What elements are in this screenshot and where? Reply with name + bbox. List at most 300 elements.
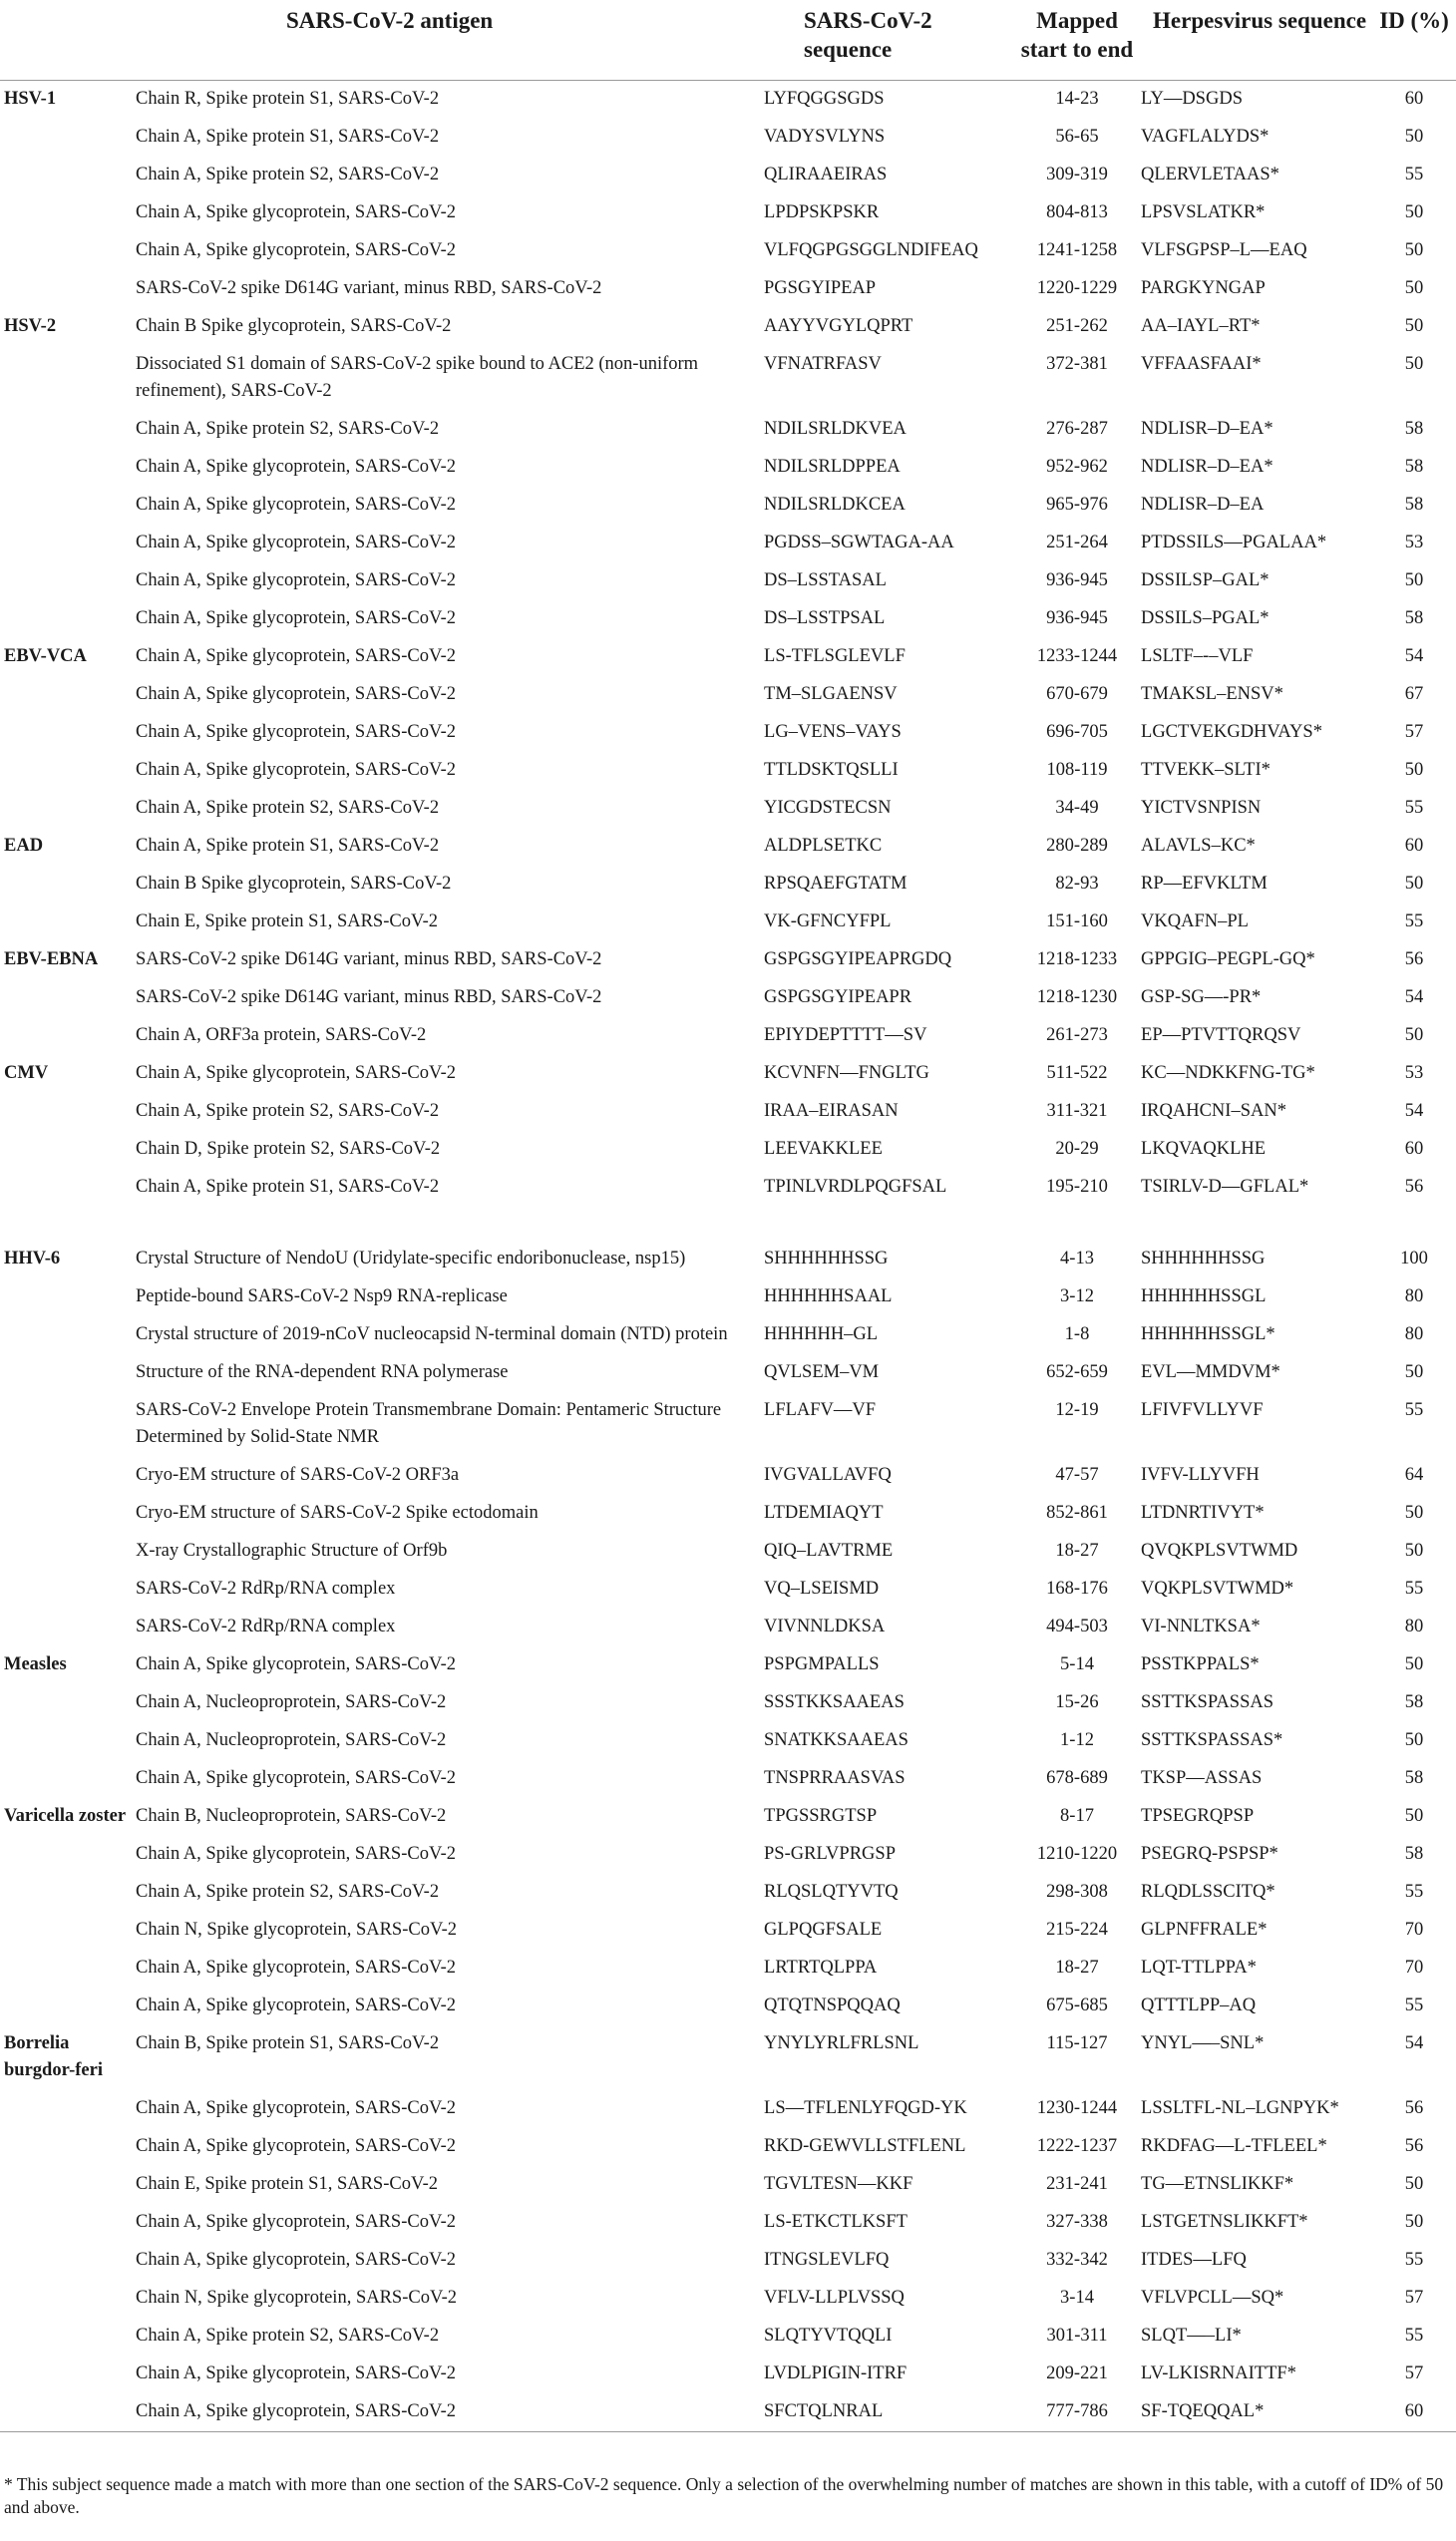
mapped-range-cell: 18-27: [1055, 1540, 1099, 1561]
sars-sequence-cell: LTDEMIAQYT: [764, 1502, 884, 1523]
identity-percent-cell: 50: [1404, 277, 1424, 298]
identity-percent-cell: 57: [1404, 2287, 1424, 2308]
antigen-cell: Chain A, Spike protein S1, SARS-CoV-2: [136, 835, 440, 856]
table-row: [0, 1316, 1456, 1354]
row-group-label: [0, 1950, 136, 1988]
mapped-range-cell: 20-29: [1055, 1138, 1099, 1159]
mapped-range-cell: 1230-1244: [1036, 2097, 1118, 2118]
herpesvirus-sequence-cell: HHHHHHSSGL: [1141, 1285, 1267, 1306]
identity-percent-cell: 80: [1404, 1285, 1424, 1306]
mapped-range-cell: 1-12: [1060, 1729, 1094, 1750]
mapped-range-cell: 82-93: [1055, 873, 1099, 894]
sars-sequence-cell: VADYSVLYNS: [764, 126, 886, 147]
antigen-cell: Chain A, Spike glycoprotein, SARS-CoV-2: [136, 2249, 457, 2270]
sars-sequence-cell: NDILSRLDKVEA: [764, 418, 907, 439]
row-group-label: [0, 1912, 136, 1950]
row-group-label: [0, 1278, 136, 1316]
mapped-range-cell: 936-945: [1046, 569, 1108, 590]
herpesvirus-sequence-cell: VKQAFN–PL: [1141, 910, 1249, 931]
herpesvirus-sequence-cell: GLPNFFRALE*: [1141, 1919, 1268, 1940]
herpesvirus-sequence-cell: PSEGRQ-PSPSP*: [1141, 1843, 1278, 1864]
mapped-range-cell: 3-12: [1060, 1285, 1094, 1306]
identity-percent-cell: 55: [1404, 1881, 1424, 1902]
mapped-range-cell: 1241-1258: [1036, 239, 1118, 260]
mapped-range-cell: 18-27: [1055, 1957, 1099, 1978]
sars-sequence-cell: ITNGSLEVLFQ: [764, 2249, 890, 2270]
herpesvirus-sequence-cell: QLERVLETAAS*: [1141, 164, 1279, 184]
row-group-label: [0, 2318, 136, 2356]
row-group-label: [0, 2356, 136, 2393]
identity-percent-cell: 80: [1404, 1323, 1424, 1344]
herpesvirus-sequence-cell: HHHHHHSSGL*: [1141, 1323, 1275, 1344]
mapped-range-cell: 675-685: [1046, 1995, 1108, 2015]
herpesvirus-sequence-cell: ALAVLS–KC*: [1141, 835, 1256, 856]
sars-sequence-cell: LRTRTQLPPA: [764, 1957, 878, 1978]
sars-sequence-cell: VFLV-LLPLVSSQ: [764, 2287, 905, 2308]
mapped-range-cell: 5-14: [1060, 1653, 1094, 1674]
row-group-label: [0, 1836, 136, 1874]
table-row: [0, 2280, 1456, 2318]
antigen-cell: Chain A, Spike glycoprotein, SARS-CoV-2: [136, 607, 457, 628]
identity-percent-cell: 50: [1404, 126, 1424, 147]
identity-percent-cell: 58: [1404, 1691, 1424, 1712]
herpesvirus-sequence-cell: LSSLTFL-NL–LGNPYK*: [1141, 2097, 1339, 2118]
identity-percent-cell: 67: [1404, 683, 1424, 704]
antigen-cell: Dissociated S1 domain of SARS-CoV-2 spike bound to ACE2 (non-uniform refinement), SARS-CoV-2: [136, 353, 699, 401]
table-row: [0, 2318, 1456, 2356]
sars-sequence-cell: QIQ–LAVTRME: [764, 1540, 894, 1561]
sars-sequence-cell: YICGDSTECSN: [764, 797, 892, 818]
sars-sequence-cell: SFCTQLNRAL: [764, 2393, 1013, 2432]
identity-percent-cell: 50: [1404, 1729, 1424, 1750]
herpesvirus-sequence-cell: TTVEKK–SLTI*: [1141, 759, 1271, 780]
sars-sequence-cell: YNYLYRLFRLSNL: [764, 2032, 919, 2053]
sars-sequence-cell: LS-ETKCTLKSFT: [764, 2211, 908, 2232]
mapped-range-cell: 108-119: [1046, 759, 1108, 780]
sars-sequence-cell: LFLAFV—VF: [764, 1399, 877, 1420]
table-row: [0, 1571, 1456, 1609]
herpesvirus-sequence-cell: TMAKSL–ENSV*: [1141, 683, 1283, 704]
identity-percent-cell: 53: [1404, 1062, 1424, 1083]
antigen-cell: Chain E, Spike protein S1, SARS-CoV-2: [136, 910, 439, 931]
identity-percent-cell: 50: [1404, 759, 1424, 780]
mapped-range-cell: 215-224: [1046, 1919, 1108, 1940]
mapped-range-cell: 678-689: [1046, 1767, 1108, 1788]
antigen-cell: Chain N, Spike glycoprotein, SARS-CoV-2: [136, 2287, 458, 2308]
sars-sequence-cell: LPDPSKPSKR: [764, 201, 880, 222]
table-row: [0, 2128, 1456, 2166]
table-row: [0, 308, 1456, 346]
antigen-cell: Chain A, Spike glycoprotein, SARS-CoV-2: [136, 1062, 457, 1083]
table-footnote: * This subject sequence made a match with more than one section of the SARS-CoV-2 sequence. Only a selection of the overwhelming number of matches are shown in this table, with a cutoff of ID% of 50 and above.: [4, 2474, 1444, 2517]
herpesvirus-sequence-cell: RP—EFVKLTM: [1141, 873, 1268, 894]
herpesvirus-sequence-cell: RKDFAG—L-TFLEEL*: [1141, 2135, 1327, 2156]
table-row: [0, 979, 1456, 1017]
sars-sequence-cell: LS-TFLSGLEVLF: [764, 645, 906, 666]
sars-sequence-cell: LYFQGGSGDS: [764, 88, 885, 109]
antigen-cell: SARS-CoV-2 RdRp/RNA complex: [136, 1616, 396, 1636]
antigen-cell: Chain A, Spike protein S2, SARS-CoV-2: [136, 2325, 440, 2346]
sars-sequence-cell: RLQSLQTYVTQ: [764, 1881, 899, 1902]
herpesvirus-sequence-cell: VFLVPCLL—SQ*: [1141, 2287, 1284, 2308]
sars-sequence-cell: SLQTYVTQQLI: [764, 2325, 893, 2346]
antigen-cell: Chain A, Spike glycoprotein, SARS-CoV-2: [136, 2135, 457, 2156]
antigen-cell: Chain A, Spike glycoprotein, SARS-CoV-2: [136, 1995, 457, 2015]
antigen-cell: Chain R, Spike protein S1, SARS-CoV-2: [136, 88, 440, 109]
herpesvirus-sequence-cell: LPSVSLATKR*: [1141, 201, 1266, 222]
antigen-cell: Peptide-bound SARS-CoV-2 Nsp9 RNA-replicase: [136, 1285, 508, 1306]
herpesvirus-sequence-cell: EVL—MMDVM*: [1141, 1361, 1280, 1382]
antigen-cell: Chain B Spike glycoprotein, SARS-CoV-2: [136, 873, 452, 894]
sars-sequence-cell: HHHHHH–GL: [764, 1323, 879, 1344]
antigen-cell: Chain A, Spike glycoprotein, SARS-CoV-2: [136, 1767, 457, 1788]
table-row: [0, 1457, 1456, 1495]
herpesvirus-sequence-cell: SSTTKSPASSAS*: [1141, 1729, 1283, 1750]
mapped-range-cell: 298-308: [1046, 1881, 1108, 1902]
table-row: [0, 194, 1456, 232]
header-herpesvirus-sequence: Herpesvirus sequence: [1141, 0, 1372, 80]
identity-percent-cell: 50: [1404, 1361, 1424, 1382]
row-group-label: [0, 714, 136, 752]
sars-sequence-cell: QVLSEM–VM: [764, 1361, 880, 1382]
row-group-label: [0, 1988, 136, 2025]
identity-percent-cell: 57: [1404, 2362, 1424, 2383]
antigen-cell: Chain A, Spike glycoprotein, SARS-CoV-2: [136, 532, 457, 552]
sars-sequence-cell: TM–SLGAENSV: [764, 683, 898, 704]
table-row: [0, 1093, 1456, 1131]
antigen-cell: Chain A, Spike glycoprotein, SARS-CoV-2: [136, 494, 457, 515]
herpesvirus-sequence-cell: LSLTF–-–VLF: [1141, 645, 1254, 666]
herpesvirus-sequence-cell: PSSTKPPALS*: [1141, 1653, 1260, 1674]
sars-sequence-cell: QLIRAAEIRAS: [764, 164, 888, 184]
mapped-range-cell: 1222-1237: [1036, 2135, 1118, 2156]
table-row: [0, 1055, 1456, 1093]
header-sequence: SARS-CoV-2 sequence: [764, 0, 1013, 80]
row-group-label: [0, 676, 136, 714]
row-group-label: [0, 449, 136, 487]
sars-sequence-cell: TGVLTESN—KKF: [764, 2173, 913, 2194]
mapped-range-cell: 652-659: [1046, 1361, 1108, 1382]
herpesvirus-sequence-cell: VLFSGPSP–L—EAQ: [1141, 239, 1307, 260]
herpesvirus-sequence-cell: RLQDLSSCITQ*: [1141, 1881, 1275, 1902]
identity-percent-cell: 54: [1404, 1100, 1424, 1121]
identity-percent-cell: 58: [1404, 494, 1424, 515]
antigen-cell: Chain A, Spike glycoprotein, SARS-CoV-2: [136, 1843, 457, 1864]
table-row: [0, 1874, 1456, 1912]
sars-sequence-cell: AAYYVGYLQPRT: [764, 315, 913, 336]
antigen-cell: Chain A, Spike glycoprotein, SARS-CoV-2: [136, 721, 457, 742]
row-group-label: [0, 1392, 136, 1457]
table-row: [0, 1169, 1456, 1219]
table-row: [0, 2356, 1456, 2393]
identity-percent-cell: 54: [1404, 645, 1424, 666]
identity-percent-cell: 50: [1404, 2173, 1424, 2194]
sars-sequence-cell: LVDLPIGIN-ITRF: [764, 2362, 908, 2383]
mapped-range-cell: 670-679: [1046, 683, 1108, 704]
mapped-range-cell: 1218-1230: [1036, 986, 1118, 1007]
identity-percent-cell: 58: [1404, 607, 1424, 628]
table-row: [0, 1722, 1456, 1760]
identity-percent-cell: 50: [1404, 1653, 1424, 1674]
table-row: [0, 1219, 1456, 1278]
mapped-range-cell: 251-262: [1046, 315, 1108, 336]
row-group-label: [0, 790, 136, 828]
herpesvirus-sequence-cell: GSP-SG—-PR*: [1141, 986, 1262, 1007]
mapped-range-cell: 8-17: [1060, 1805, 1094, 1826]
table-row: [0, 1017, 1456, 1055]
antigen-cell: Chain A, Spike glycoprotein, SARS-CoV-2: [136, 1957, 457, 1978]
sars-sequence-cell: VLFQGPGSGGLNDIFEAQ: [764, 239, 978, 260]
row-group-label: [0, 487, 136, 525]
identity-percent-cell: 57: [1404, 721, 1424, 742]
mapped-range-cell: 195-210: [1046, 1176, 1108, 1197]
mapped-range-cell: 1218-1233: [1036, 948, 1118, 969]
identity-percent-cell: 50: [1404, 201, 1424, 222]
herpesvirus-sequence-cell: LV-LKISRNAITTF*: [1141, 2362, 1296, 2383]
herpesvirus-sequence-cell: KC—NDKKFNG-TG*: [1141, 1062, 1315, 1083]
identity-percent-cell: 55: [1404, 910, 1424, 931]
row-group-label: Borrelia burgdor-feri: [4, 2032, 103, 2080]
row-group-label: Measles: [4, 1653, 67, 1674]
antigen-cell: Chain A, Spike protein S1, SARS-CoV-2: [136, 126, 440, 147]
table-row: [0, 2090, 1456, 2128]
herpesvirus-sequence-cell: LQT-TTLPPA*: [1141, 1957, 1257, 1978]
antigen-cell: SARS-CoV-2 spike D614G variant, minus RBD, SARS-CoV-2: [136, 277, 602, 298]
antigen-cell: Chain A, Spike protein S2, SARS-CoV-2: [136, 797, 440, 818]
mapped-range-cell: 231-241: [1046, 2173, 1108, 2194]
sars-sequence-cell: DS–LSSTPSAL: [764, 607, 886, 628]
antigen-cell: Chain A, Spike glycoprotein, SARS-CoV-2: [136, 569, 457, 590]
sars-sequence-cell: GSPGSGYIPEAPRGDQ: [764, 948, 952, 969]
sars-sequence-cell: IRAA–EIRASAN: [764, 1100, 899, 1121]
herpesvirus-sequence-cell: PTDSSILS—PGALAA*: [1141, 532, 1327, 552]
table-row: [0, 1950, 1456, 1988]
mapped-range-cell: 309-319: [1046, 164, 1108, 184]
identity-percent-cell: 55: [1404, 1399, 1424, 1420]
row-group-label: HHV-6: [4, 1248, 61, 1269]
table-row: [0, 638, 1456, 676]
identity-percent-cell: 50: [1404, 1502, 1424, 1523]
table-row: [0, 904, 1456, 941]
row-group-label: [0, 2090, 136, 2128]
antigen-cell: Chain D, Spike protein S2, SARS-CoV-2: [136, 1138, 441, 1159]
herpesvirus-sequence-cell: ITDES—LFQ: [1141, 2249, 1247, 2270]
sars-sequence-cell: LG–VENS–VAYS: [764, 721, 902, 742]
herpesvirus-sequence-cell: LSTGETNSLIKKFT*: [1141, 2211, 1308, 2232]
identity-percent-cell: 58: [1404, 1843, 1424, 1864]
identity-percent-cell: 50: [1404, 1540, 1424, 1561]
herpesvirus-sequence-cell: VQKPLSVTWMD*: [1141, 1578, 1294, 1599]
row-group-label: [0, 866, 136, 904]
row-group-label: [0, 1169, 136, 1219]
table-row: [0, 1533, 1456, 1571]
antigen-cell: Chain A, Spike protein S2, SARS-CoV-2: [136, 164, 440, 184]
mapped-range-cell: 804-813: [1046, 201, 1108, 222]
table-row: [0, 600, 1456, 638]
sars-sequence-cell: HHHHHHSAAL: [764, 1285, 893, 1306]
table-row: [0, 866, 1456, 904]
herpesvirus-sequence-cell: GPPGIG–PEGPL-GQ*: [1141, 948, 1315, 969]
row-group-label: [0, 1131, 136, 1169]
antigen-cell: Chain A, Spike glycoprotein, SARS-CoV-2: [136, 2362, 457, 2383]
table-row: [0, 2166, 1456, 2204]
antigen-cell: Chain N, Spike glycoprotein, SARS-CoV-2: [136, 1919, 458, 1940]
header-id-percent: ID (%): [1372, 0, 1456, 80]
row-group-label: Varicella zoster: [4, 1805, 127, 1826]
antigen-cell: Chain A, ORF3a protein, SARS-CoV-2: [136, 1024, 427, 1045]
mapped-range-cell: 1210-1220: [1036, 1843, 1118, 1864]
row-group-label: [0, 1684, 136, 1722]
sars-sequence-cell: QTQTNSPQQAQ: [764, 1995, 901, 2015]
row-group-label: [0, 2128, 136, 2166]
table-row: [0, 1392, 1456, 1457]
herpesvirus-sequence-cell: NDLISR–D–EA: [1141, 494, 1265, 515]
sars-sequence-cell: PGDSS–SGWTAGA-AA: [764, 532, 954, 552]
row-group-label: [0, 270, 136, 308]
mapped-range-cell: 4-13: [1060, 1248, 1094, 1269]
antigen-cell: Structure of the RNA-dependent RNA polymerase: [136, 1361, 509, 1382]
herpesvirus-sequence-cell: VAGFLALYDS*: [1141, 126, 1270, 147]
row-group-label: [0, 1093, 136, 1131]
mapped-range-cell: 1-8: [1064, 1323, 1090, 1344]
antigen-cell: Chain A, Spike glycoprotein, SARS-CoV-2: [136, 239, 457, 260]
herpesvirus-sequence-cell: TSIRLV-D—GFLAL*: [1141, 1176, 1309, 1197]
herpesvirus-sequence-cell: SHHHHHHSSG: [1141, 1248, 1266, 1269]
identity-percent-cell: 80: [1404, 1616, 1424, 1636]
antigen-cell: Chain A, Spike protein S2, SARS-CoV-2: [136, 418, 440, 439]
sars-sequence-cell: VK-GFNCYFPL: [764, 910, 892, 931]
herpesvirus-sequence-cell: YNYL—–SNL*: [1141, 2032, 1265, 2053]
mapped-range-cell: 15-26: [1055, 1691, 1099, 1712]
table-row: [0, 1646, 1456, 1684]
table-row: [0, 1495, 1456, 1533]
antigen-cell: Chain A, Spike glycoprotein, SARS-CoV-2: [136, 2211, 457, 2232]
row-group-label: [0, 1874, 136, 1912]
identity-percent-cell: 100: [1400, 1248, 1428, 1269]
antigen-cell: Crystal Structure of NendoU (Uridylate-specific endoribonuclease, nsp15): [136, 1248, 686, 1269]
sars-sequence-cell: PSPGMPALLS: [764, 1653, 880, 1674]
table-row: [0, 2393, 1456, 2432]
mapped-range-cell: 965-976: [1046, 494, 1108, 515]
identity-percent-cell: 56: [1404, 2097, 1424, 2118]
mapped-range-cell: 56-65: [1055, 126, 1099, 147]
antigen-cell: Chain A, Spike glycoprotein, SARS-CoV-2: [136, 1653, 457, 1674]
row-group-label: [0, 2393, 136, 2432]
herpesvirus-sequence-cell: VI-NNLTKSA*: [1141, 1616, 1261, 1636]
herpesvirus-sequence-cell: AA–IAYL–RT*: [1141, 315, 1261, 336]
mapped-range-cell: 777-786: [1013, 2393, 1141, 2432]
antigen-cell: Cryo-EM structure of SARS-CoV-2 ORF3a: [136, 1464, 460, 1485]
herpesvirus-sequence-cell: TKSP—ASSAS: [1141, 1767, 1263, 1788]
table-body: [0, 80, 1456, 2431]
row-group-label: EBV-EBNA: [4, 948, 99, 969]
table-row: [0, 1760, 1456, 1798]
row-group-label: [0, 411, 136, 449]
mapped-range-cell: 12-19: [1055, 1399, 1099, 1420]
sars-sequence-cell: EPIYDEPTTTT—SV: [764, 1024, 927, 1045]
identity-percent-cell: 50: [1404, 353, 1424, 374]
table-row: [0, 941, 1456, 979]
herpesvirus-sequence-cell: SLQT—–LI*: [1141, 2325, 1242, 2346]
identity-percent-cell: 70: [1404, 1957, 1424, 1978]
table-row: [0, 525, 1456, 562]
table-row: [0, 80, 1456, 119]
herpesvirus-sequence-cell: DSSILS–PGAL*: [1141, 607, 1270, 628]
mapped-range-cell: 251-264: [1046, 532, 1108, 552]
sars-sequence-cell: SHHHHHHSSG: [764, 1248, 889, 1269]
table-row: [0, 562, 1456, 600]
identity-percent-cell: 60: [1404, 1138, 1424, 1159]
table-row: [0, 232, 1456, 270]
antigen-cell: X-ray Crystallographic Structure of Orf9b: [136, 1540, 448, 1561]
table-row: [0, 752, 1456, 790]
sars-sequence-cell: TNSPRRAASVAS: [764, 1767, 906, 1788]
row-group-label: [0, 346, 136, 411]
sars-sequence-cell: ALDPLSETKC: [764, 835, 883, 856]
table-row: [0, 1912, 1456, 1950]
identity-percent-cell: 50: [1404, 569, 1424, 590]
herpesvirus-sequence-cell: YICTVSNPISN: [1141, 797, 1262, 818]
sars-sequence-cell: NDILSRLDKCEA: [764, 494, 906, 515]
sars-sequence-cell: LS—TFLENLYFQGD-YK: [764, 2097, 967, 2118]
table-row: [0, 1988, 1456, 2025]
sars-sequence-cell: LEEVAKKLEE: [764, 1138, 883, 1159]
sars-sequence-cell: TPGSSRGTSP: [764, 1805, 878, 1826]
header-mapped: Mapped start to end: [1013, 0, 1141, 80]
sars-sequence-cell: KCVNFN—FNGLTG: [764, 1062, 929, 1083]
table-row: [0, 157, 1456, 194]
identity-percent-cell: 56: [1404, 2135, 1424, 2156]
herpesvirus-sequence-cell: SF-TQEQQAL*: [1141, 2393, 1372, 2432]
table-row: [0, 828, 1456, 866]
herpesvirus-sequence-cell: NDLISR–D–EA*: [1141, 456, 1274, 477]
antigen-cell: Chain A, Spike glycoprotein, SARS-CoV-2: [136, 201, 457, 222]
identity-percent-cell: 70: [1404, 1919, 1424, 1940]
table-row: [0, 1131, 1456, 1169]
antigen-cell: Chain A, Spike glycoprotein, SARS-CoV-2: [136, 2393, 764, 2432]
row-group-label: [0, 1722, 136, 1760]
mapped-range-cell: 936-945: [1046, 607, 1108, 628]
row-group-label: EBV-VCA: [4, 645, 87, 666]
antigen-cell: Crystal structure of 2019-nCoV nucleocapsid N-terminal domain (NTD) protein: [136, 1323, 728, 1344]
herpesvirus-sequence-cell: NDLISR–D–EA*: [1141, 418, 1274, 439]
antigen-cell: Chain A, Nucleoproprotein, SARS-CoV-2: [136, 1691, 447, 1712]
herpesvirus-sequence-cell: LTDNRTIVYT*: [1141, 1502, 1265, 1523]
antigen-cell: Chain A, Spike glycoprotein, SARS-CoV-2: [136, 456, 457, 477]
row-group-label: [0, 1354, 136, 1392]
sars-sequence-cell: SNATKKSAAEAS: [764, 1729, 909, 1750]
table-header: [0, 0, 1456, 80]
sars-sequence-cell: VFNATRFASV: [764, 353, 882, 374]
table-row: [0, 790, 1456, 828]
antigen-cell: Chain E, Spike protein S1, SARS-CoV-2: [136, 2173, 439, 2194]
sars-sequence-cell: PS-GRLVPRGSP: [764, 1843, 896, 1864]
row-group-label: [0, 525, 136, 562]
table-row: [0, 1278, 1456, 1316]
sars-sequence-cell: RKD-GEWVLLSTFLENL: [764, 2135, 966, 2156]
sars-sequence-cell: GLPQGFSALE: [764, 1919, 883, 1940]
row-group-label: [0, 1457, 136, 1495]
identity-percent-cell: 58: [1404, 1767, 1424, 1788]
identity-percent-cell: 58: [1404, 456, 1424, 477]
antigen-cell: SARS-CoV-2 RdRp/RNA complex: [136, 1578, 396, 1599]
table-row: [0, 119, 1456, 157]
herpesvirus-sequence-cell: TPSEGRQPSP: [1141, 1805, 1255, 1826]
antigen-cell: Chain A, Spike glycoprotein, SARS-CoV-2: [136, 2097, 457, 2118]
antigen-cell: Cryo-EM structure of SARS-CoV-2 Spike ectodomain: [136, 1502, 539, 1523]
mapped-range-cell: 47-57: [1055, 1464, 1099, 1485]
antigen-cell: Chain B, Spike protein S1, SARS-CoV-2: [136, 2032, 440, 2053]
